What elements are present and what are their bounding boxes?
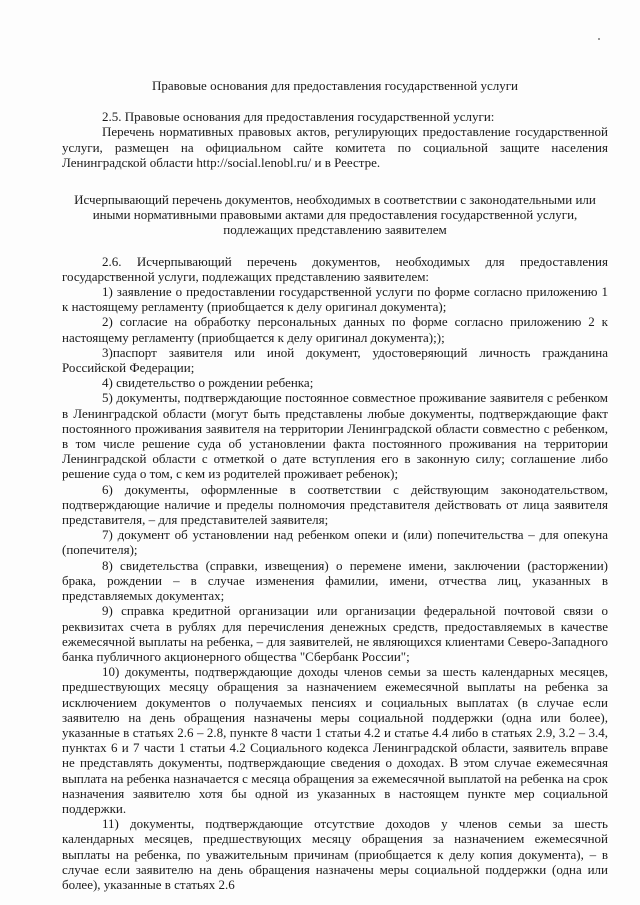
list-item-10: 10) документы, подтверждающие доходы членов семьи за шесть календарных месяцев, предшествующих месяцу обращения за назначением ежемесячной выплаты на ребенка за исключением документов о получаемых пенсиях и социальных выплатах (в случае если заявителю на день обращения назначены меры социальной поддержки (одна или более), указанные в статьях 2.6 – 2.8, пункте 8 части 1 статьи 4.2 и статье 4.4 либо в статьях 2.9, 3.2 – 3.4, пунктах 6 и 7 части 1 статьи 4.2 Социального кодекса Ленинградской области, заявитель вправе не представлять документы, подтверждающие сведения о доходах. В этом случае ежемесячная выплата на ребенка назначается с месяца обращения за ежемесячной выплатой на ребенка на срок назначения заявителю хотя бы одной из указанных в настоящем пункте мер социальной поддержки. <box>62 664 608 816</box>
spacer <box>62 238 608 254</box>
list-item-11: 11) документы, подтверждающие отсутствие доходов у членов семьи за шесть календарных месяцев, предшествующих месяцу обращения за назначением ежемесячной выплаты на ребенка, по уважительным причинам (приобщается к делу копия документа), – в случае если заявителю на день обращения назначены меры социальной поддержки (одна или более), указанные в статьях 2.6 <box>62 816 608 892</box>
list-item-5: 5) документы, подтверждающие постоянное совместное проживание заявителя с ребенком в Ленинградской области (могут быть представлены любые документы, подтверждающие факт постоянного проживания заявителя на территории Ленинградской области совместно с ребенком, в том числе решение суда об установлении факта постоянного проживания на территории Ленинградской области с отметкой о дате вступления его в законную силу; соглашение либо решение суда о том, с кем из родителей проживает ребенок); <box>62 390 608 482</box>
section-2-5-heading: 2.5. Правовые основания для предоставления государственной услуги: <box>102 109 495 125</box>
list-item-7: 7) документ об установлении над ребенком опеки и (или) попечительства – для опекуна (попечителя); <box>62 527 608 558</box>
list-item-9: 9) справка кредитной организации или организации федеральной почтовой связи о реквизитах счета в рублях для перечисления денежных средств, предоставляемых в качестве ежемесячной выплаты на ребенка, – для заявителей, не являющихся клиентами Северо-Западного банка публичного акционерного общества "Сбербанк России"; <box>62 603 608 664</box>
list-item-2: 2) согласие на обработку персональных данных по форме согласно приложению 2 к настоящему регламенту (приобщается к делу оригинал документа);); <box>62 314 608 345</box>
spacer <box>62 170 608 192</box>
list-item-4: 4) свидетельство о рождении ребенка; <box>102 375 314 391</box>
list-item-6: 6) документы, оформленные в соответствии с действующим законодательством, подтверждающие наличие и пределы полномочия представителя действовать от лица заявителя представителя, – для представителей заявителя; <box>62 481 608 528</box>
section-2-6-intro: 2.6. Исчерпывающий перечень документов, необходимых для предоставления государственной услуги, подлежащих представлению заявителем: <box>62 253 608 284</box>
scan-speck <box>598 38 600 40</box>
document-title: Правовые основания для предоставления государственной услуги <box>151 78 519 93</box>
list-item-1: 1) заявление о предоставлении государственной услуги по форме согласно приложению 1 к настоящему регламенту (приобщается к делу оригинал документа); <box>62 284 608 315</box>
document-body <box>62 78 608 892</box>
documents-subheading: Исчерпывающий перечень документов, необходимых в соответствии с законодательными или иными нормативными правовыми актами для предоставления государственной услуги, подлежащих представлению заявителем <box>74 192 596 238</box>
section-2-5-text: Перечень нормативных правовых актов, регулирующих предоставление государственной услуги, размещен на официальном сайте комитета по социальной защите населения Ленинградской области http://social.lenobl.ru/ и в Реестре. <box>62 124 608 170</box>
list-item-3: 3)паспорт заявителя или иной документ, удостоверяющий личность гражданина Российской Федерации; <box>62 344 608 376</box>
list-item-8: 8) свидетельства (справки, извещения) о перемене имени, заключении (расторжении) брака, рождении – в случае изменения фамилии, имени, отчества лиц, указанных в представляемых документах; <box>62 557 608 604</box>
